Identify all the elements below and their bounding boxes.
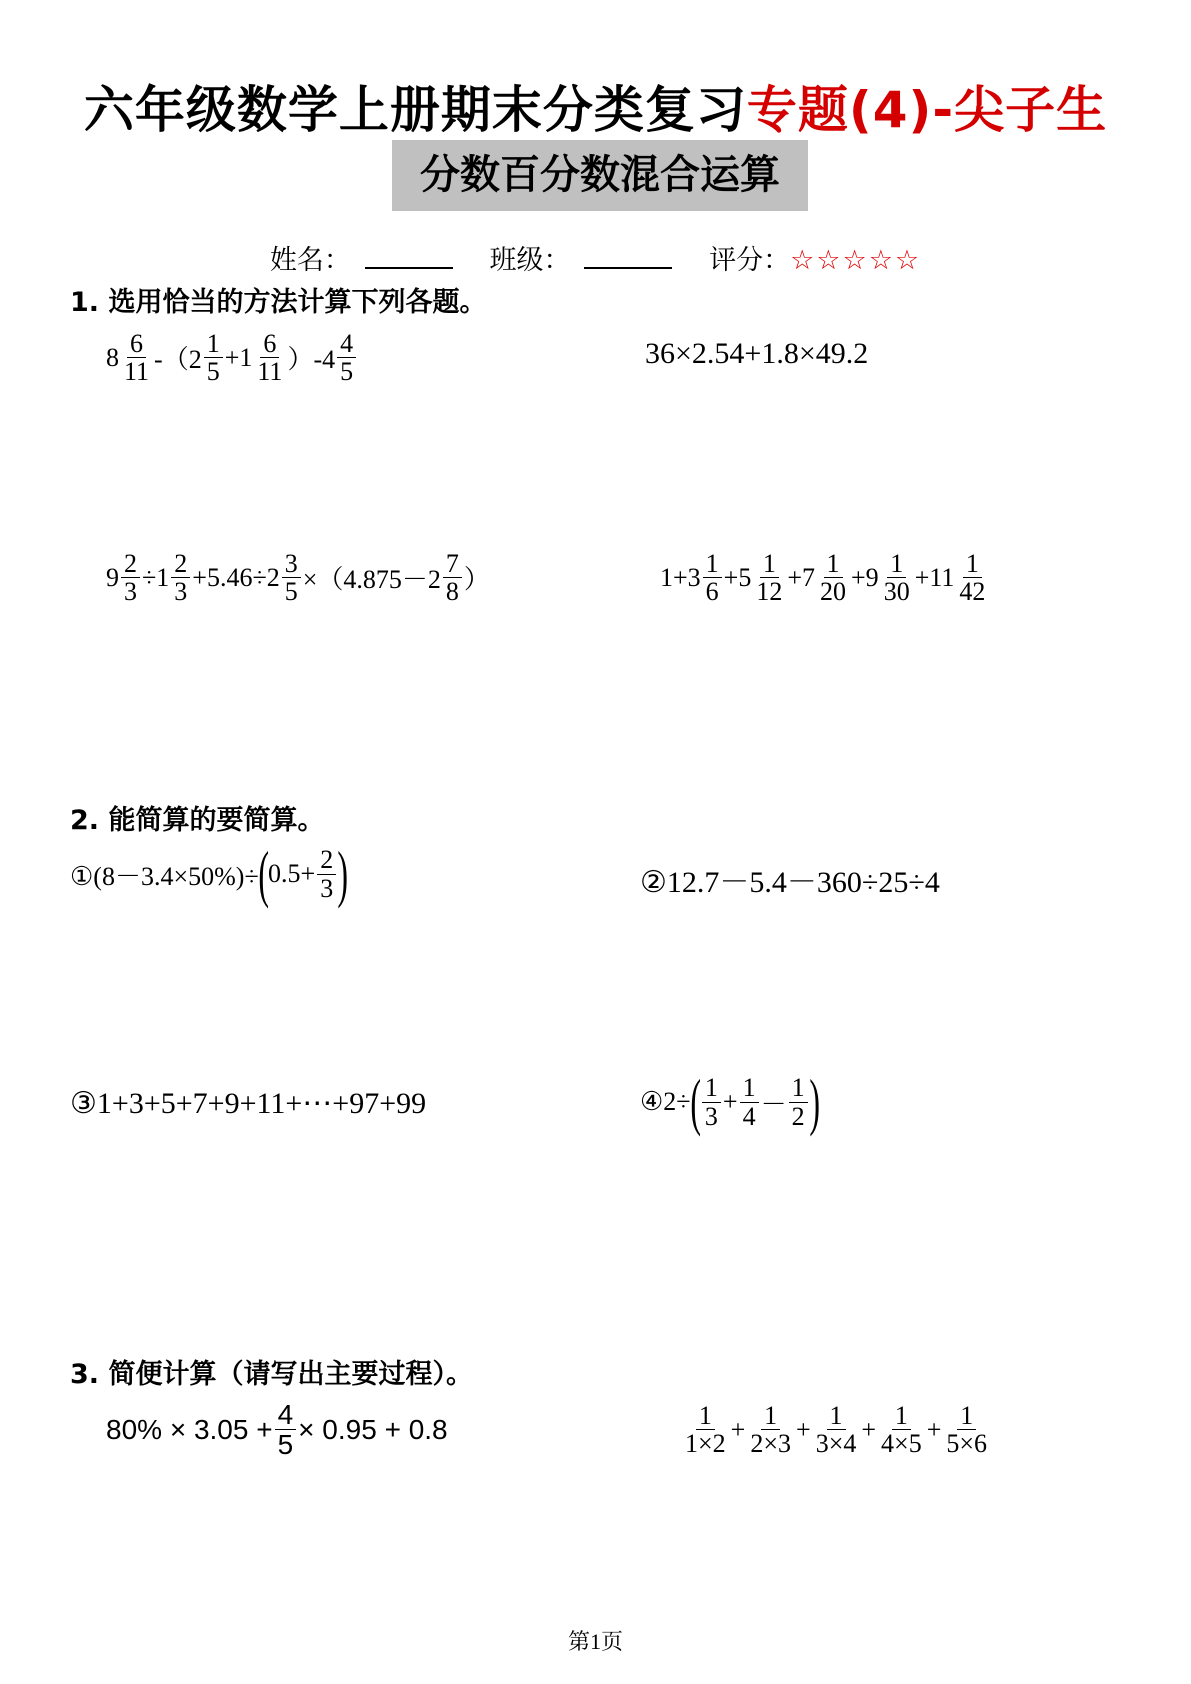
problem-2-3	[70, 1086, 426, 1121]
fraction	[943, 1402, 990, 1458]
denominator: 30	[883, 577, 910, 607]
numerator: 1	[789, 1074, 808, 1102]
denominator: 42	[959, 577, 986, 607]
problem-3-1	[106, 1400, 448, 1460]
fraction	[121, 550, 140, 606]
numerator: 1	[740, 1074, 759, 1102]
expr-text: 1+3	[660, 562, 701, 592]
score-label: 评分：	[709, 245, 791, 276]
numerator: 4	[337, 330, 356, 358]
expr-text: ÷1	[142, 562, 170, 592]
section-3-heading: 3. 简便计算（请写出主要过程）。	[70, 1359, 473, 1390]
expr-text: +7	[787, 562, 816, 592]
problem-2-1	[70, 838, 349, 909]
expr-text: +11	[914, 562, 955, 592]
fraction	[747, 1402, 794, 1458]
denominator: 11	[124, 357, 150, 387]
expr-text: ②12.7－5.4－360÷25÷4	[640, 866, 940, 899]
expr-text: +5	[723, 562, 752, 592]
numerator: 1	[702, 1074, 721, 1102]
denominator: 4×5	[881, 1429, 922, 1459]
numerator: 1	[963, 550, 982, 578]
parenthesis: )	[337, 838, 349, 909]
expr-text: +5.46÷2	[192, 562, 280, 592]
numerator: 1	[760, 550, 779, 578]
numerator: 7	[443, 550, 462, 578]
student-info	[0, 238, 1191, 277]
expr-text: 36×2.54+1.8×49.2	[645, 337, 869, 370]
denominator: 8	[445, 577, 459, 607]
page-number: 第1页	[567, 1629, 623, 1654]
expr-text: +	[730, 1414, 746, 1444]
denominator: 5	[277, 1429, 294, 1461]
fraction	[254, 330, 285, 386]
denominator: 3	[124, 577, 137, 607]
expr-text: +9	[851, 562, 879, 592]
denominator: 5×6	[946, 1429, 988, 1459]
expr-text: ④2÷	[640, 1087, 691, 1116]
denominator: 3	[320, 873, 334, 903]
numerator: 1	[824, 550, 843, 578]
denominator: 12	[756, 577, 783, 607]
subtitle: 分数百分数混合运算	[392, 140, 808, 211]
problem-2-2	[640, 857, 940, 901]
fraction	[740, 1074, 759, 1130]
numerator: 1	[703, 550, 722, 578]
expr-text: +1	[224, 342, 253, 372]
parenthesis: (	[689, 1066, 701, 1137]
denominator: 5	[340, 357, 354, 387]
problem-1-4	[660, 550, 990, 606]
numerator: 4	[275, 1400, 297, 1430]
problem-2-4	[640, 1066, 820, 1137]
numerator: 6	[127, 330, 146, 358]
denominator: 2×3	[750, 1429, 792, 1459]
parenthesis: (	[258, 838, 269, 909]
class-label: 班级：	[489, 245, 571, 276]
fraction	[789, 1074, 808, 1130]
numerator: 1	[957, 1402, 976, 1430]
numerator: 1	[696, 1402, 715, 1430]
fraction	[702, 1074, 721, 1130]
denominator: 5	[206, 357, 220, 387]
fraction	[282, 550, 301, 606]
denominator: 3×4	[815, 1429, 857, 1459]
denominator: 3	[704, 1101, 718, 1131]
fraction	[881, 550, 913, 606]
numerator: 6	[260, 330, 279, 358]
fraction	[204, 330, 223, 386]
title-main: 六年级数学上册期末分类复习	[83, 81, 747, 139]
expr-text: +	[722, 1087, 738, 1116]
fraction	[682, 1402, 729, 1458]
expr-text: +	[861, 1414, 877, 1444]
numerator: 1	[827, 1402, 846, 1430]
expr-text: ③1+3+5+7+9+11+⋯+97+99	[70, 1087, 427, 1120]
numerator: 1	[887, 550, 906, 578]
numerator: 1	[761, 1402, 780, 1430]
expr-text: 80% × 3.05 +	[106, 1413, 273, 1445]
problem-1-2	[645, 337, 868, 371]
page-title	[0, 70, 1191, 142]
name-blank[interactable]	[365, 243, 453, 269]
name-label: 姓名：	[269, 245, 351, 276]
numerator: 2	[171, 550, 190, 578]
expr-text: －	[760, 1089, 787, 1119]
denominator: 4	[742, 1101, 756, 1131]
fraction	[878, 1402, 925, 1458]
denominator: 5	[284, 577, 298, 607]
fraction	[703, 550, 722, 606]
fraction	[171, 550, 190, 606]
expr-text: 9	[106, 562, 119, 592]
denominator: 2	[791, 1101, 805, 1131]
expr-text: ①(8－3.4×50%)÷	[70, 861, 259, 891]
expr-text: -（2	[154, 345, 202, 375]
expr-text: 0.5+	[268, 859, 316, 888]
fraction	[275, 1400, 297, 1460]
problem-1-3	[106, 550, 490, 606]
denominator: 3	[174, 577, 188, 607]
fraction	[317, 846, 336, 902]
expr-text: ）	[463, 565, 490, 595]
numerator: 2	[317, 846, 336, 874]
fraction	[817, 550, 849, 606]
denominator: 11	[257, 357, 283, 387]
fraction	[753, 550, 785, 606]
expr-text: ×（4.875－2	[302, 565, 441, 595]
expr-text: +	[796, 1414, 811, 1444]
fraction	[956, 550, 988, 606]
numerator: 2	[121, 550, 140, 578]
expr-text: +	[926, 1414, 942, 1444]
problem-1-1	[106, 330, 358, 386]
title-topic: 专题(4)-尖子生	[746, 81, 1108, 139]
expr-text: ）-4	[287, 345, 336, 375]
numerator: 1	[204, 330, 223, 358]
expr-text: × 0.95 + 0.8	[298, 1413, 448, 1445]
class-blank[interactable]	[584, 243, 672, 269]
denominator: 6	[705, 577, 719, 607]
fraction	[813, 1402, 860, 1458]
numerator: 3	[282, 550, 301, 578]
section-1-heading: 1. 选用恰当的方法计算下列各题。	[70, 287, 487, 318]
parenthesis: )	[808, 1066, 820, 1137]
numerator: 1	[892, 1402, 911, 1430]
fraction	[443, 550, 462, 606]
star-rating-icon: ☆☆☆☆☆	[790, 245, 922, 276]
section-2-heading: 2. 能简算的要简算。	[70, 805, 325, 836]
fraction	[337, 330, 356, 386]
whole-number: 8	[106, 342, 119, 372]
denominator: 1×2	[685, 1429, 726, 1459]
fraction	[121, 330, 152, 386]
denominator: 20	[820, 577, 847, 607]
problem-3-2	[680, 1402, 992, 1458]
